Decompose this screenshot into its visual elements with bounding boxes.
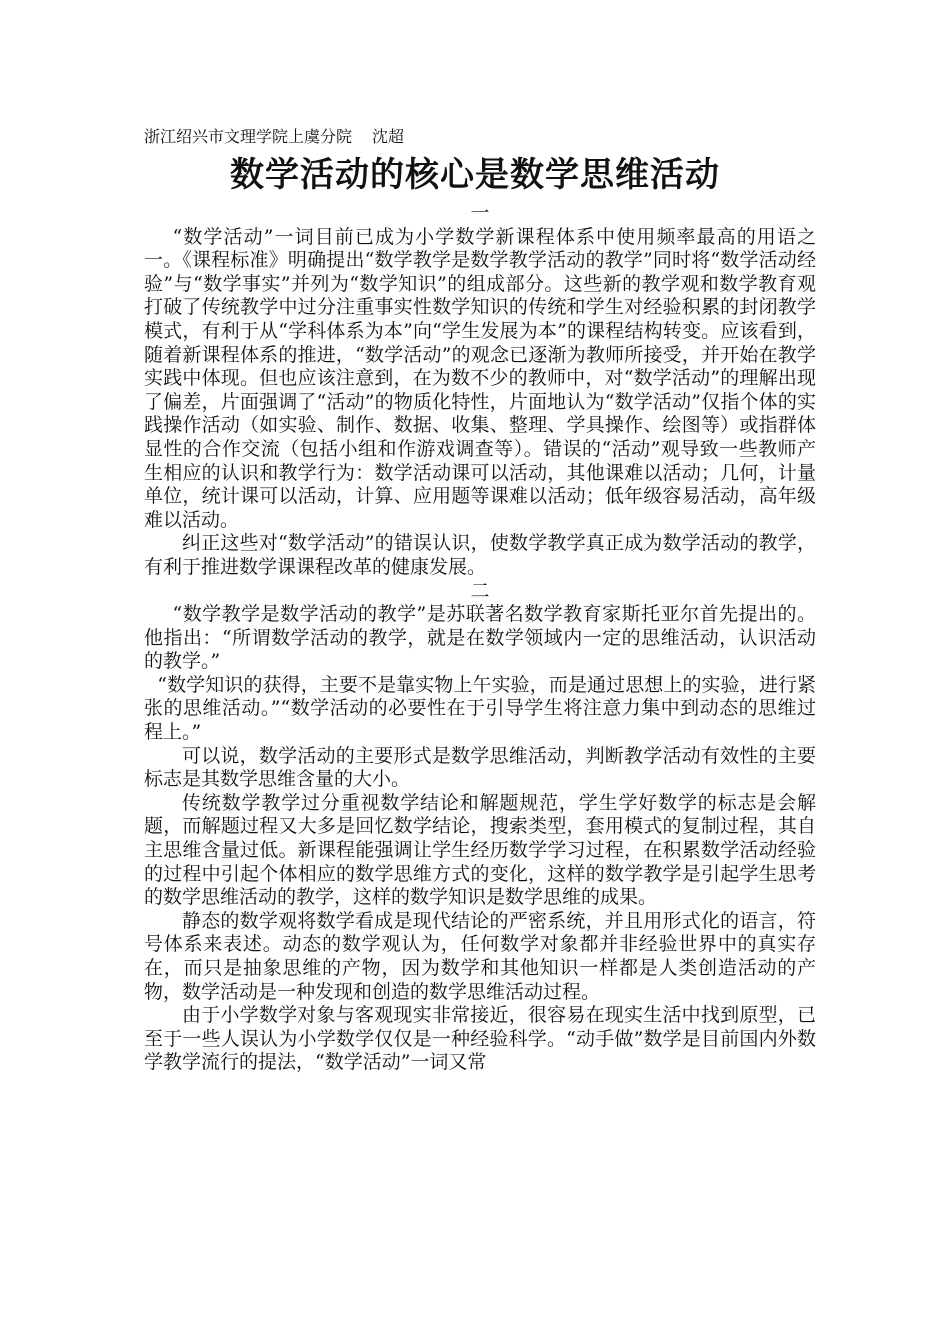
paragraph-correction: 纠正这些对“数学活动”的错误认识，使数学教学真正成为数学活动的教学，有利于推进数学课课程改革的健康发展。 — [144, 532, 816, 578]
author-name: 沈超 — [372, 127, 405, 146]
paragraph-stoliar: “数学教学是数学活动的教学”是苏联著名数学教育家斯托亚尔首先提出的。他指出：“所谓数学活动的教学，就是在数学领域内一定的思维活动，认识活动的教学。” — [144, 603, 816, 673]
section-number-two: 二 — [470, 579, 490, 602]
paragraph-main-form: 可以说，数学活动的主要形式是数学思维活动，判断教学活动有效性的主要标志是其数学思维含量的大小。 — [144, 744, 816, 791]
article-title: 数学活动的核心是数学思维活动 — [230, 155, 720, 195]
article-body — [144, 202, 816, 1075]
affiliation: 浙江绍兴市文理学院上虞分院 — [144, 127, 353, 146]
paragraph-static-dynamic-view: 静态的数学观将数学看成是现代结论的严密系统，并且用形式化的语言，符号体系来表述。动态的数学观认为，任何数学对象都并非经验世界中的真实存在，而只是抽象思维的产物，因为数学和其他知识一样都是人类创造活动的产物，数学活动是一种发现和创造的数学思维活动过程。 — [144, 909, 816, 1003]
section-number-one: 一 — [470, 202, 490, 224]
byline — [144, 126, 404, 148]
paragraph-quote: “数学知识的获得，主要不是靠实物上午实验，而是通过思想上的实验，进行紧张的思维活动。”“数学活动的必要性在于引导学生将注意力集中到动态的思维过程上。” — [144, 673, 816, 744]
paragraph-traditional-teaching: 传统数学教学过分重视数学结论和解题规范，学生学好数学的标志是会解题，而解题过程又大多是回忆数学结论，搜索类型，套用模式的复制过程，其自主思维含量过低。新课程能强调让学生经历数学学习过程，在积累数学活动经验的过程中引起个体相应的数学思维方式的变化，这样的数学教学是引起学生思考的数学思维活动的教学，这样的数学知识是数学思维的成果。 — [144, 791, 816, 909]
paragraph-intro: “数学活动”一词目前已成为小学数学新课程体系中使用频率最高的用语之一。《课程标准》明确提出“数学教学是数学教学活动的教学”同时将“数学活动经验”与“数学事实”并列为“数学知识”的组成部分。这些新的教学观和数学教育观打破了传统教学中过分注重事实性数学知识的传统和学生对经验积累的封闭教学模式，有利于从“学科体系为本”向“学生发展为本”的课程结构转变。应该看到，随着新课程体系的推进，“数学活动”的观念已逐渐为教师所接受，并开始在教学实践中体现。但也应该注意到，在为数不少的教师中，对“数学活动”的理解出现了偏差，片面强调了“活动”的物质化特性，片面地认为“数学活动”仅指个体的实践操作活动（如实验、制作、数据、收集、整理、学具操作、绘图等）或指群体显性的合作交流（包括小组和作游戏调查等）。错误的“活动”观导致一些教师产生相应的认识和教学行为：数学活动课可以活动，其他课难以活动；几何，计量单位，统计课可以活动，计算、应用题等课难以活动；低年级容易活动，高年级难以活动。 — [144, 225, 816, 531]
paragraph-primary-math: 由于小学数学对象与客观现实非常接近，很容易在现实生活中找到原型，已至于一些人误认为小学数学仅仅是一种经验科学。“动手做”数学是目前国内外数学教学流行的提法，“数学活动”一词又常 — [144, 1004, 816, 1074]
